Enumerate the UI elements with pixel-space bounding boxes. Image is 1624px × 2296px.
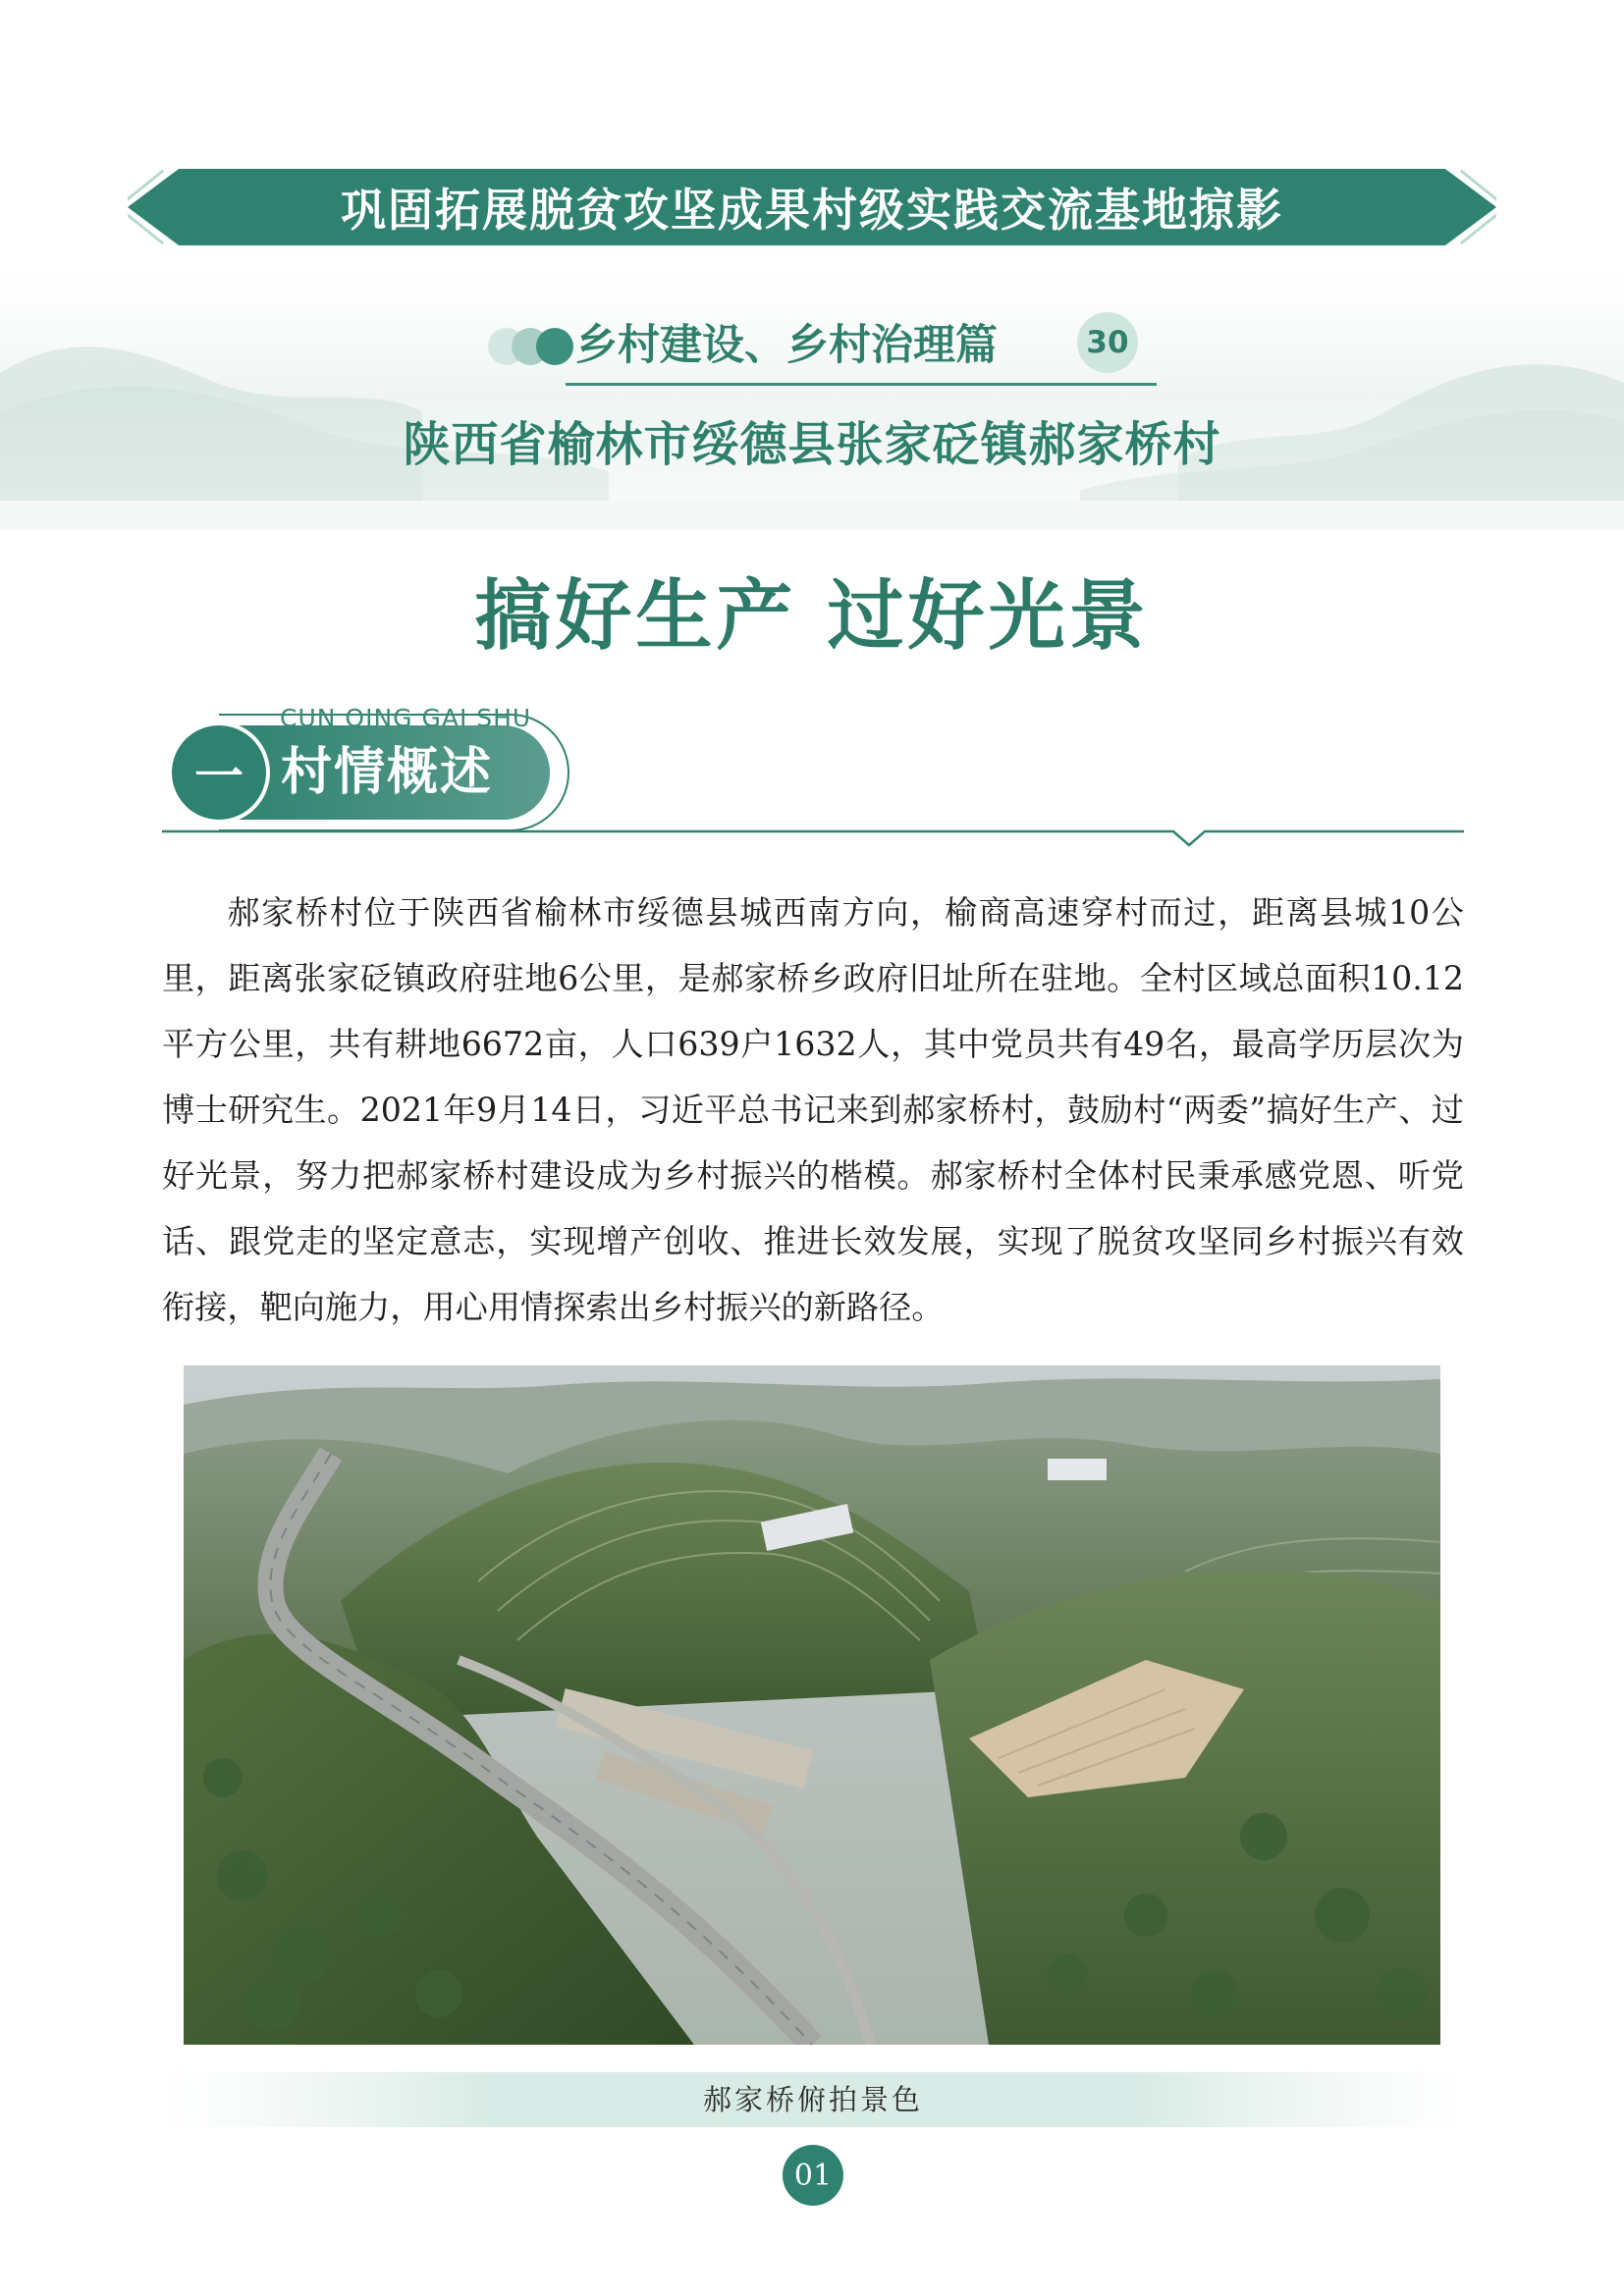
photo-caption: 郝家桥俯拍景色 xyxy=(702,2083,923,2116)
body-paragraph: 郝家桥村位于陕西省榆林市绥德县城西南方向，榆商高速穿村而过，距离县城10公里，距离张家砭镇政府驻地6公里，是郝家桥乡政府旧址所在驻地。全村区域总面积10.12平方公里，共有耕地6672亩，人口639户1632人，其中党员共有49名，最高学历层次为博士研究生。2021年9月14日，习近平总书记来到郝家桥村，鼓励村“两委”搞好生产、过好光景，努力把郝家桥村建设成为乡村振兴的楷模。郝家桥村全体村民秉承感党恩、听党话、跟党走的坚定意志，实现增产创收、推进长效发展，实现了脱贫攻坚同乡村振兴有效衔接，靶向施力，用心用情探索出乡村振兴的新路径。 xyxy=(162,893,1464,1326)
banner-title: 巩固拓展脱贫攻坚成果村级实践交流基地掠影 xyxy=(341,184,1283,237)
page-number: 01 xyxy=(783,2145,843,2206)
section-pinyin-label: CUN QING GAI SHU xyxy=(280,704,532,732)
aerial-landscape-photo xyxy=(184,1365,1440,2045)
section-divider xyxy=(162,820,1464,849)
decorative-dot xyxy=(536,328,573,365)
village-name-heading: 陕西省榆林市绥德县张家砭镇郝家桥村 xyxy=(403,417,1221,472)
mountain-mist-background xyxy=(0,265,1624,530)
chapter-number-badge: 30 xyxy=(1077,312,1138,373)
chapter-title: 乡村建设、乡村治理篇 xyxy=(575,321,998,370)
article-main-title: 搞好生产 过好光景 xyxy=(474,571,1150,661)
section-title: 村情概述 xyxy=(281,743,494,802)
section-number-badge: 一 xyxy=(168,721,270,824)
chapter-divider xyxy=(566,383,1157,386)
